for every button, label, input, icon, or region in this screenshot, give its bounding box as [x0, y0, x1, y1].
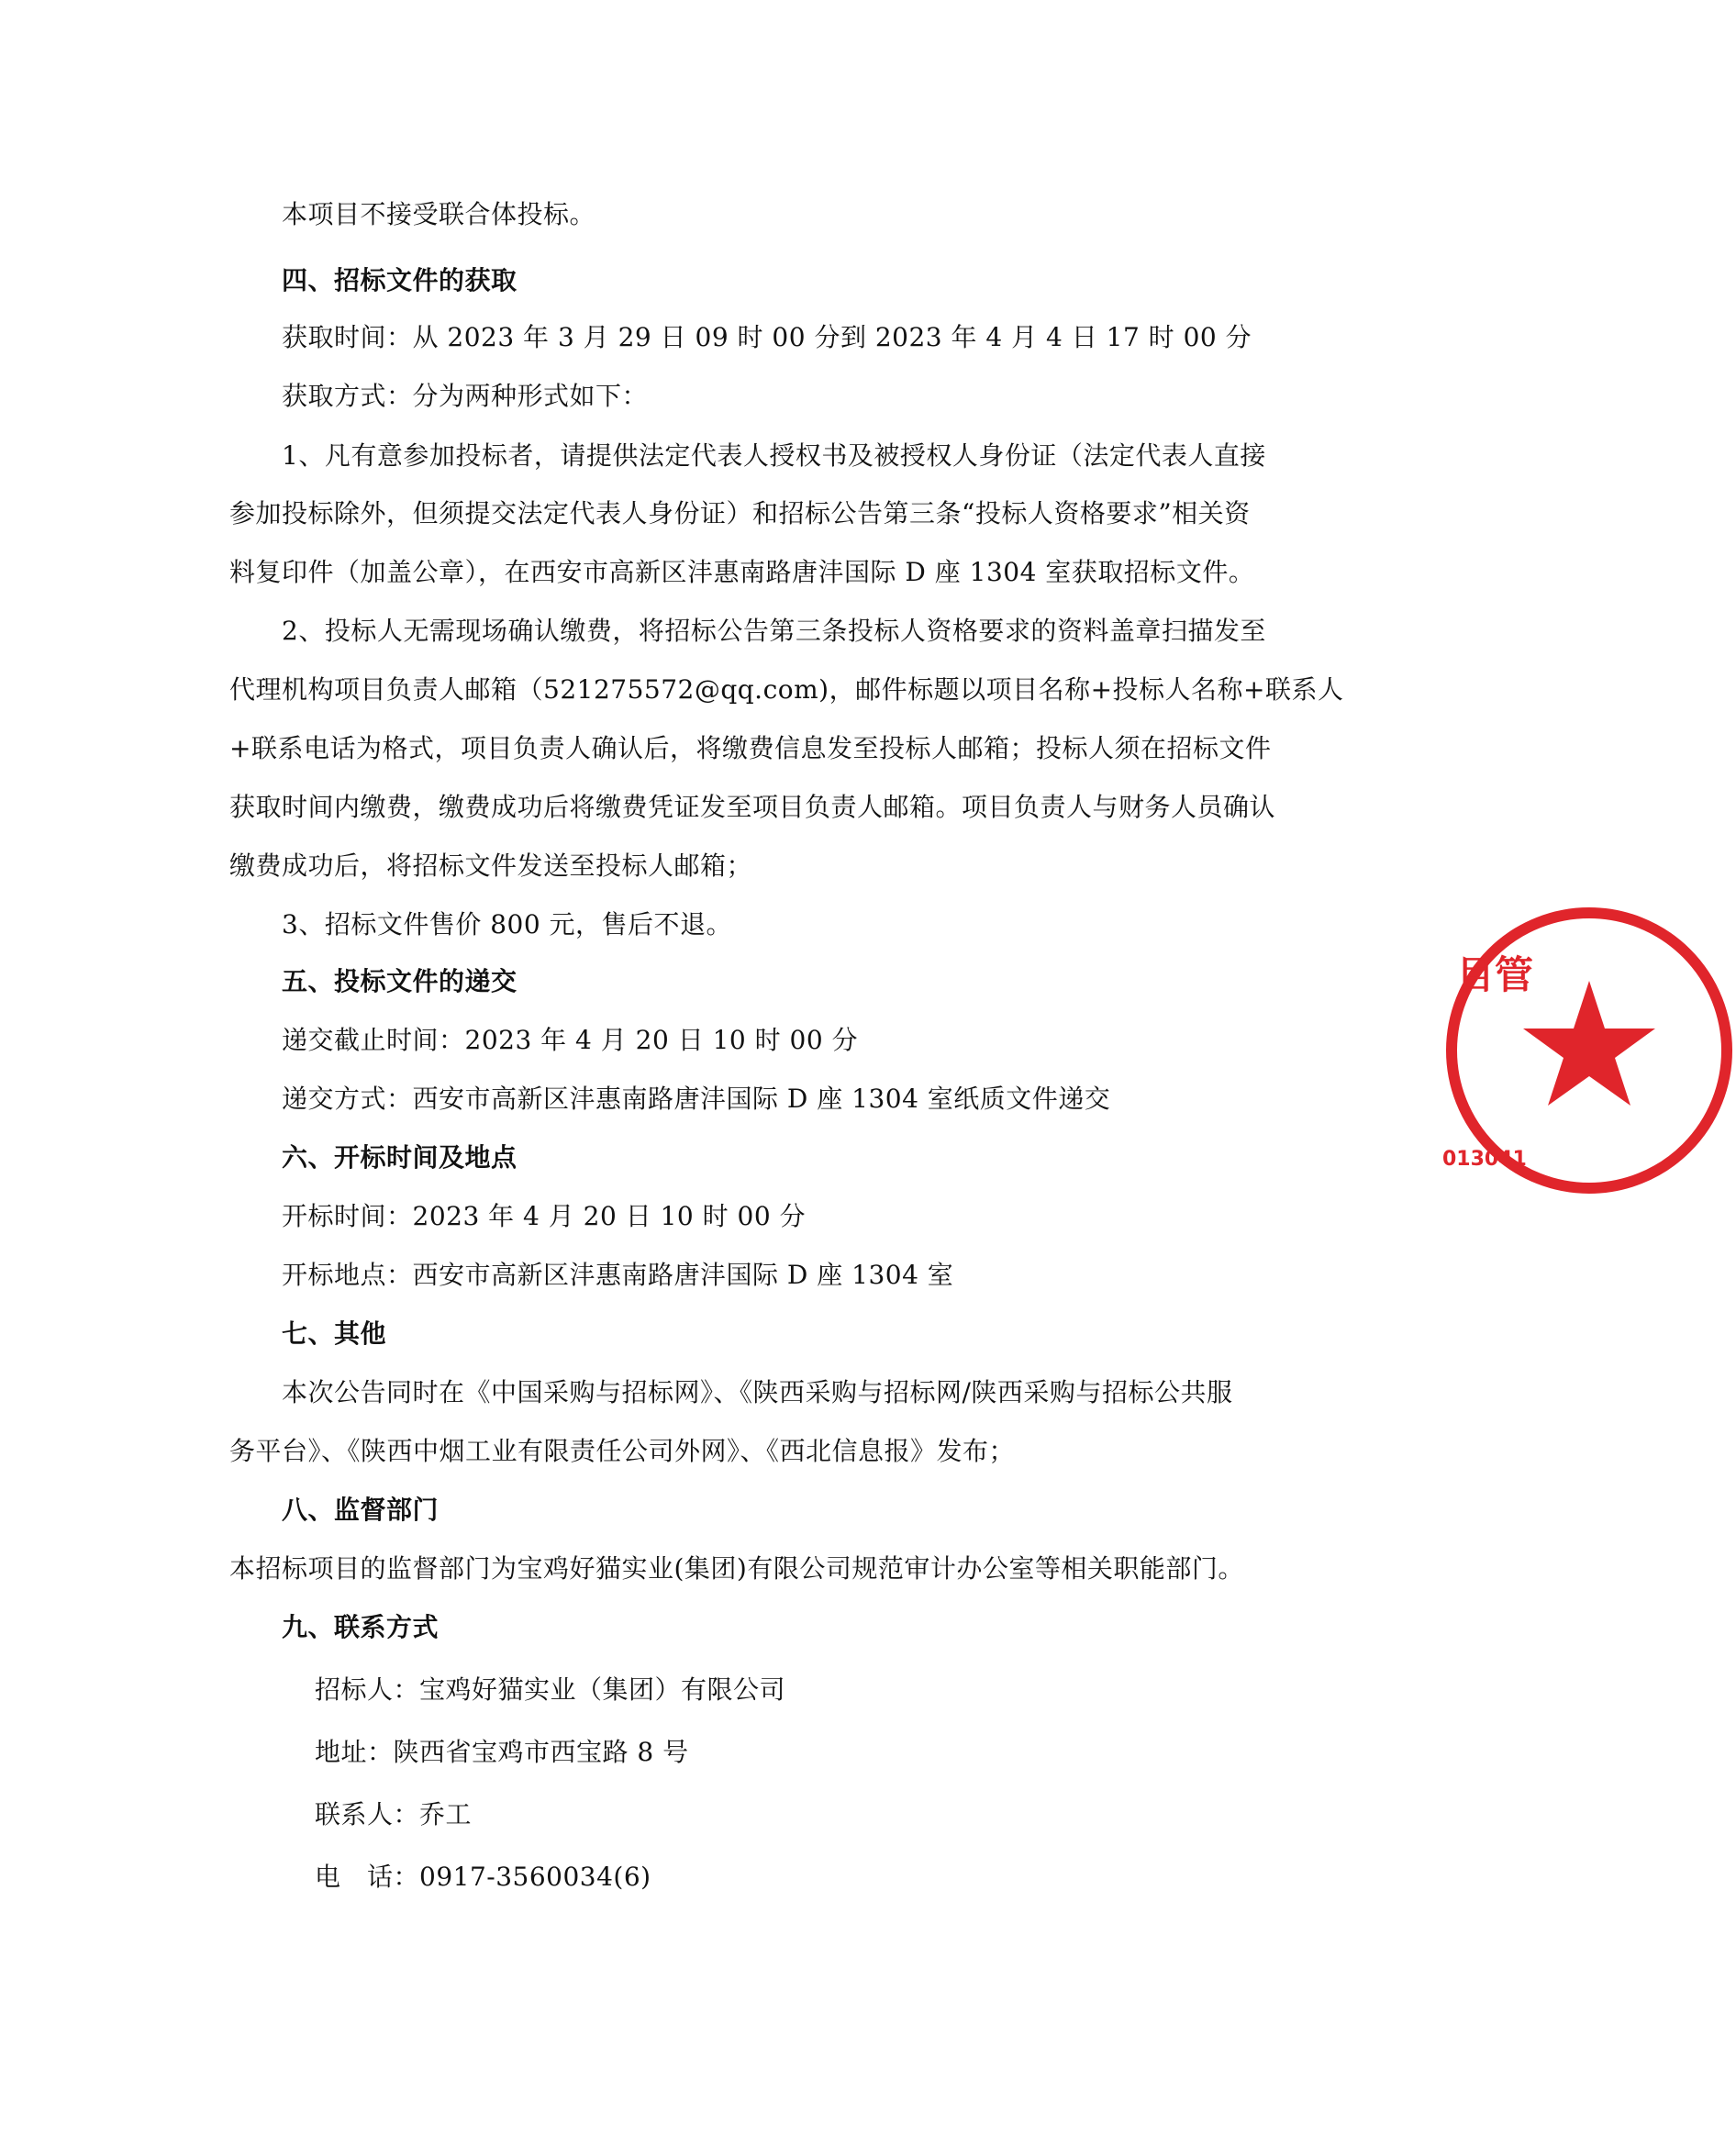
acquisition-method: 获取方式：分为两种形式如下： — [282, 381, 649, 411]
acquisition-time: 获取时间：从 2023 年 3 月 29 日 09 时 00 分到 2023 年 4 月 4 日 17 时 00 分 — [282, 322, 1252, 352]
contact-address: 地址：陕西省宝鸡市西宝路 8 号 — [315, 1737, 689, 1767]
method-1-line-1: 1、凡有意参加投标者，请提供法定代表人授权书及被授权人身份证（法定代表人直接 — [282, 440, 1266, 471]
opening-time: 开标时间：2023 年 4 月 20 日 10 时 00 分 — [282, 1201, 807, 1231]
method-2-line-4: 获取时间内缴费，缴费成功后将缴费凭证发至项目负责人邮箱。项目负责人与财务人员确认 — [229, 792, 1276, 822]
method-2-line-5: 缴费成功后，将招标文件发送至投标人邮箱； — [229, 851, 753, 881]
submission-deadline: 递交截止时间：2023 年 4 月 20 日 10 时 00 分 — [282, 1025, 859, 1055]
method-1-line-3: 料复印件（加盖公章），在西安市高新区沣惠南路唐沣国际 D 座 1304 室获取招标文件。 — [229, 557, 1255, 587]
supervision-department: 本招标项目的监督部门为宝鸡好猫实业(集团)有限公司规范审计办公室等相关职能部门。 — [229, 1553, 1244, 1584]
other-line-1: 本次公告同时在《中国采购与招标网》、《陕西采购与招标网/陕西采购与招标公共服 — [282, 1377, 1233, 1407]
method-1-line-2: 参加投标除外，但须提交法定代表人身份证）和招标公告第三条“投标人资格要求”相关资 — [229, 498, 1251, 528]
section-heading-8: 八、监督部门 — [282, 1495, 440, 1525]
contact-phone: 电 话：0917-3560034(6) — [315, 1862, 651, 1892]
contact-tenderer: 招标人：宝鸡好猫实业（集团）有限公司 — [315, 1674, 786, 1705]
company-seal-stamp — [1442, 904, 1736, 1197]
method-3: 3、招标文件售价 800 元，售后不退。 — [282, 909, 733, 940]
section-heading-5: 五、投标文件的递交 — [282, 966, 517, 996]
method-2-line-2: 代理机构项目负责人邮箱（521275572@qq.com)，邮件标题以项目名称+投标人名称+联系人 — [229, 674, 1344, 705]
seal-star-icon — [1523, 981, 1655, 1106]
other-line-2: 务平台》、《陕西中烟工业有限责任公司外网》、《西北信息报》发布； — [229, 1436, 1016, 1466]
paragraph-consortium-note: 本项目不接受联合体投标。 — [282, 199, 596, 229]
method-2-line-1: 2、投标人无需现场确认缴费，将招标公告第三条投标人资格要求的资料盖章扫描发至 — [282, 616, 1266, 646]
seal-code-text: 013041 — [1442, 1148, 1527, 1171]
method-2-line-3: +联系电话为格式，项目负责人确认后，将缴费信息发至投标人邮箱；投标人须在招标文件 — [229, 733, 1272, 763]
submission-method: 递交方式：西安市高新区沣惠南路唐沣国际 D 座 1304 室纸质文件递交 — [282, 1084, 1111, 1114]
opening-location: 开标地点：西安市高新区沣惠南路唐沣国际 D 座 1304 室 — [282, 1260, 954, 1290]
section-heading-4: 四、招标文件的获取 — [282, 265, 517, 295]
seal-upper-text: 目管 — [1456, 952, 1534, 997]
contact-person: 联系人：乔工 — [315, 1799, 473, 1829]
section-heading-9: 九、联系方式 — [282, 1612, 440, 1642]
section-heading-7: 七、其他 — [282, 1318, 387, 1349]
section-heading-6: 六、开标时间及地点 — [282, 1142, 517, 1173]
